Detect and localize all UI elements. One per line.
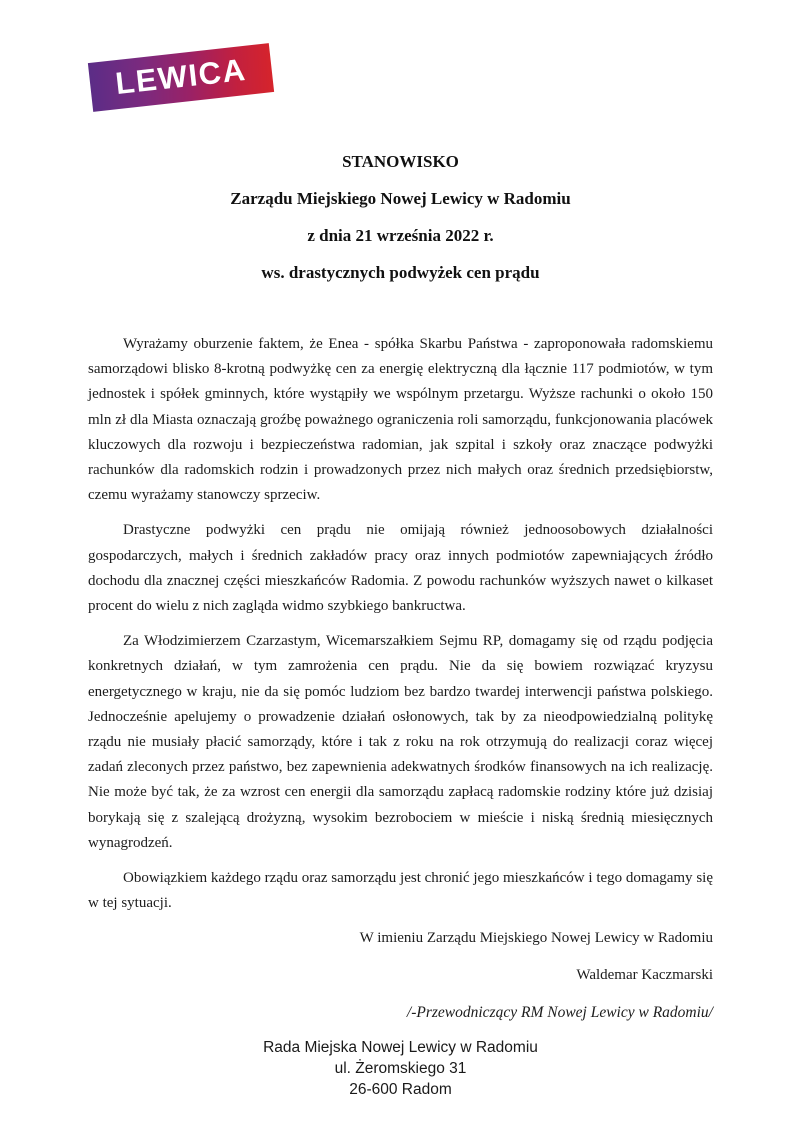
heading-subject: ws. drastycznych podwyżek cen prądu (261, 263, 540, 282)
heading-issuer: Zarządu Miejskiego Nowej Lewicy w Radomiu (230, 189, 571, 208)
footer-organization: Rada Miejska Nowej Lewicy w Radomiu (263, 1039, 538, 1057)
closing-on-behalf: W imieniu Zarządu Miejskiego Nowej Lewicy w Radomiu (359, 930, 713, 947)
closing-block (88, 926, 713, 1025)
paragraph-1: Wyrażamy oburzenie faktem, że Enea - spółka Skarbu Państwa - zaproponowała radomskiemu samorządowi blisko 8-krotną podwyżkę cen za energię elektryczną dla łącznie 117 podmiotów, w tym jednostek i spółek gminnych, które wystąpiły we wspólnym przetargu. Wyższe rachunki o około 150 mln zł dla Miasta oznaczają groźbę poważnego ograniczenia roli samorządu, funkcjonowania placówek kluczowych dla rozwoju i bezpieczeństwa radomian, jak szpital i szkoły oraz znaczące podwyżki rachunków dla radomskich rodzin i prowadzonych przez nich małych oraz średnich przedsiębiorstw, czemu wyrażamy stanowczy sprzeciw. (88, 336, 713, 504)
signatory-role: /-Przewodniczący RM Nowej Lewicy w Radomiu/ (406, 1004, 713, 1022)
heading-block (88, 149, 713, 285)
footer-street: ul. Żeromskiego 31 (334, 1060, 467, 1078)
footer-city: 26-600 Radom (349, 1081, 452, 1099)
document-body (88, 0, 713, 1100)
paragraph-3: Za Włodzimierzem Czarzastym, Wicemarszałkiem Sejmu RP, domagamy się od rządu podjęcia konkretnych działań, w tym zamrożenia cen prądu. Nie da się bowiem rozwiązać kryzysu energetycznego w kraju, nie da się pomóc ludziom bez bardzo twardej interwencji państwa polskiego. Jednocześnie apelujemy o prowadzenie działań osłonowych, tak by za nieodpowiedzialną politykę rządu nie musiały płacić samorządy, które i tak z roku na rok otrzymują do realizacji coraz więcej zadań zleconych przez państwo, bez zapewnienia adekwatnych środków finansowych na ich realizację. Nie może być tak, że za wzrost cen energii dla samorządu zapłacą radomskie rodziny które już dzisiaj borykają się z szalejącą drożyzną, wysokim bezrobociem w mieście i niską średnią miesięcznych wynagrodzeń. (88, 633, 713, 851)
paragraph-4: Obowiązkiem każdego rządu oraz samorządu jest chronić jego mieszkańców i tego domagamy się w tej sytuacji. (88, 870, 713, 912)
lewica-logo-text: LEWICA (113, 51, 249, 102)
footer-address (88, 1037, 713, 1100)
paragraph-2: Drastyczne podwyżki cen prądu nie omijają również jednoosobowych działalności gospodarczych, małych i średnich zakładów pracy oraz innych podmiotów zapewniających źródło dochodu dla znacznej części mieszkańców Radomia. Z powodu rachunków wyższych nawet o kilkaset procent do wielu z nich zagląda widmo szybkiego bankructwa. (88, 522, 713, 615)
statement-text (88, 332, 713, 916)
heading-stanowisko: STANOWISKO (342, 152, 459, 171)
heading-date: z dnia 21 września 2022 r. (307, 226, 494, 245)
signatory-name: Waldemar Kaczmarski (576, 967, 713, 984)
